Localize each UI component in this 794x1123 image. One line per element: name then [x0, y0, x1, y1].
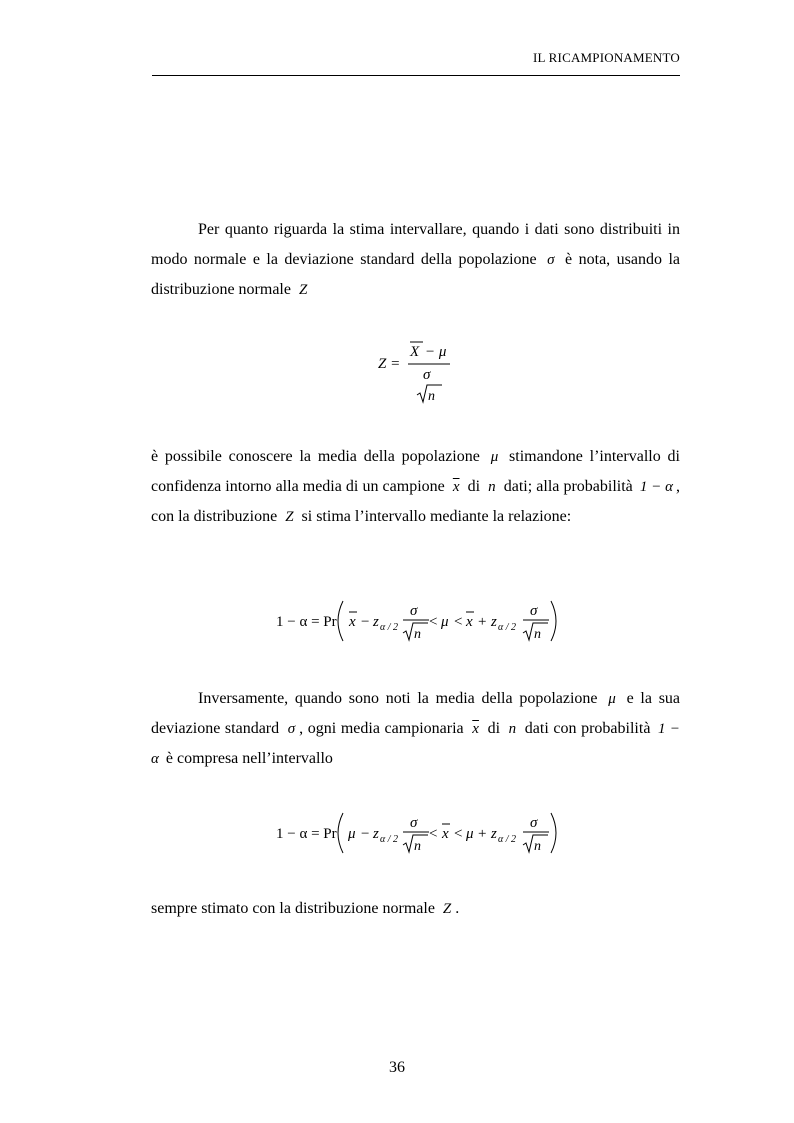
paragraph-4	[151, 894, 680, 924]
eq3-lhs: 1 − α = Pr	[276, 826, 337, 842]
eq3-plus: +	[478, 826, 487, 842]
eq1-den-sigma: σ	[423, 367, 431, 383]
mu-symbol: μ	[490, 449, 499, 465]
eq1-num-x: X	[410, 344, 420, 360]
eq2-n2: n	[534, 627, 541, 642]
equation-z-score	[370, 338, 460, 408]
sigma-symbol: σ	[547, 252, 555, 268]
equation-interval-sample-mean	[270, 809, 570, 863]
para4-text-1: sempre stimato con la distribuzione normale	[151, 900, 435, 917]
para2-text-5: , con la distribuzione	[151, 478, 681, 525]
eq2-x2: x	[466, 614, 473, 630]
para2-text-2: stimandone l’intervallo di confidenza intorno alla media di un campione	[151, 448, 680, 495]
eq3-n2: n	[534, 839, 541, 854]
eq3-z2: z	[491, 826, 497, 842]
eq3-mu: μ	[348, 826, 356, 842]
eq2-subscript: α / 2	[380, 622, 399, 633]
eq2-lt-2: <	[454, 614, 463, 630]
para2-text-4: dati; alla probabilità	[503, 478, 633, 495]
eq3-sigma2: σ	[530, 815, 538, 831]
eq2-subscript-2: α / 2	[498, 622, 517, 633]
mu-symbol-2: μ	[608, 691, 616, 707]
para2-text-6: si stima l’intervallo mediante la relazione:	[301, 508, 572, 525]
one-minus-alpha: 1 − α	[639, 479, 674, 495]
n-symbol: n	[488, 479, 496, 495]
eq3-n: n	[414, 839, 421, 854]
one-minus-alpha-2: 1 − α	[151, 721, 681, 767]
para2-text-3: di	[467, 478, 481, 495]
sigma-symbol-2: σ	[287, 721, 296, 737]
eq2-mu: μ	[441, 614, 449, 630]
para3-text-4: di	[487, 720, 501, 737]
eq2-plus: +	[478, 614, 487, 630]
z-symbol: Z	[298, 282, 308, 298]
z-symbol-3: Z	[442, 901, 452, 917]
paragraph-1	[151, 215, 680, 305]
eq3-sigma: σ	[410, 815, 418, 831]
eq3-mu2: μ	[466, 826, 474, 842]
eq2-minus: −	[361, 614, 370, 630]
eq2-z2: z	[491, 614, 497, 630]
equation-confidence-interval-mu	[270, 597, 570, 651]
paragraph-3	[151, 684, 680, 774]
eq3-lt-2: <	[454, 826, 463, 842]
z-symbol-2: Z	[285, 509, 294, 525]
eq3-z: z	[373, 826, 379, 842]
eq1-num-rest: − μ	[425, 344, 447, 360]
eq2-left-paren	[338, 601, 343, 641]
xbar-symbol-2: $\overline{x}$	[472, 721, 479, 737]
eq3-subscript-2: α / 2	[498, 834, 517, 845]
page-number: 36	[389, 1059, 405, 1076]
para4-text-2: .	[455, 900, 460, 917]
paragraph-2	[151, 442, 680, 532]
eq3-right-paren	[551, 813, 556, 853]
para3-text-6: è compresa nell’intervallo	[165, 750, 333, 767]
header-rule	[152, 75, 680, 76]
para2-text-1: è possibile conoscere la media della popolazione	[151, 448, 480, 465]
eq3-subscript: α / 2	[380, 834, 399, 845]
eq2-sigma: σ	[410, 603, 418, 619]
para3-text-1: Inversamente, quando sono noti la media della popolazione	[198, 690, 598, 707]
para3-text-3: , ogni media campionaria	[299, 720, 464, 737]
eq2-lhs: 1 − α = Pr	[276, 614, 337, 630]
eq2-lt-1: <	[429, 614, 438, 630]
eq3-minus: −	[361, 826, 370, 842]
eq2-sigma2: σ	[530, 603, 538, 619]
para3-text-2: e la sua deviazione standard	[151, 690, 681, 737]
eq1-den-n: n	[428, 389, 435, 404]
eq2-x: x	[349, 614, 356, 630]
eq2-right-paren	[551, 601, 556, 641]
eq2-z: z	[373, 614, 379, 630]
xbar-symbol: $\overline{x}$	[452, 479, 460, 495]
eq3-left-paren	[338, 813, 343, 853]
eq2-n: n	[414, 627, 421, 642]
para1-text-2: è nota, usando la distribuzione normale	[151, 251, 681, 298]
running-header: IL RICAMPIONAMENTO	[533, 50, 680, 65]
eq3-lt-1: <	[429, 826, 438, 842]
eq3-x: x	[442, 826, 449, 842]
n-symbol-2: n	[508, 721, 517, 737]
para1-text-1: Per quanto riguarda la stima intervallare, quando i dati sono distribuiti in modo normale e la deviazione standard della popolazione	[151, 221, 680, 268]
eq1-lhs: Z =	[378, 356, 401, 372]
para3-text-5: dati con probabilità	[524, 720, 651, 737]
